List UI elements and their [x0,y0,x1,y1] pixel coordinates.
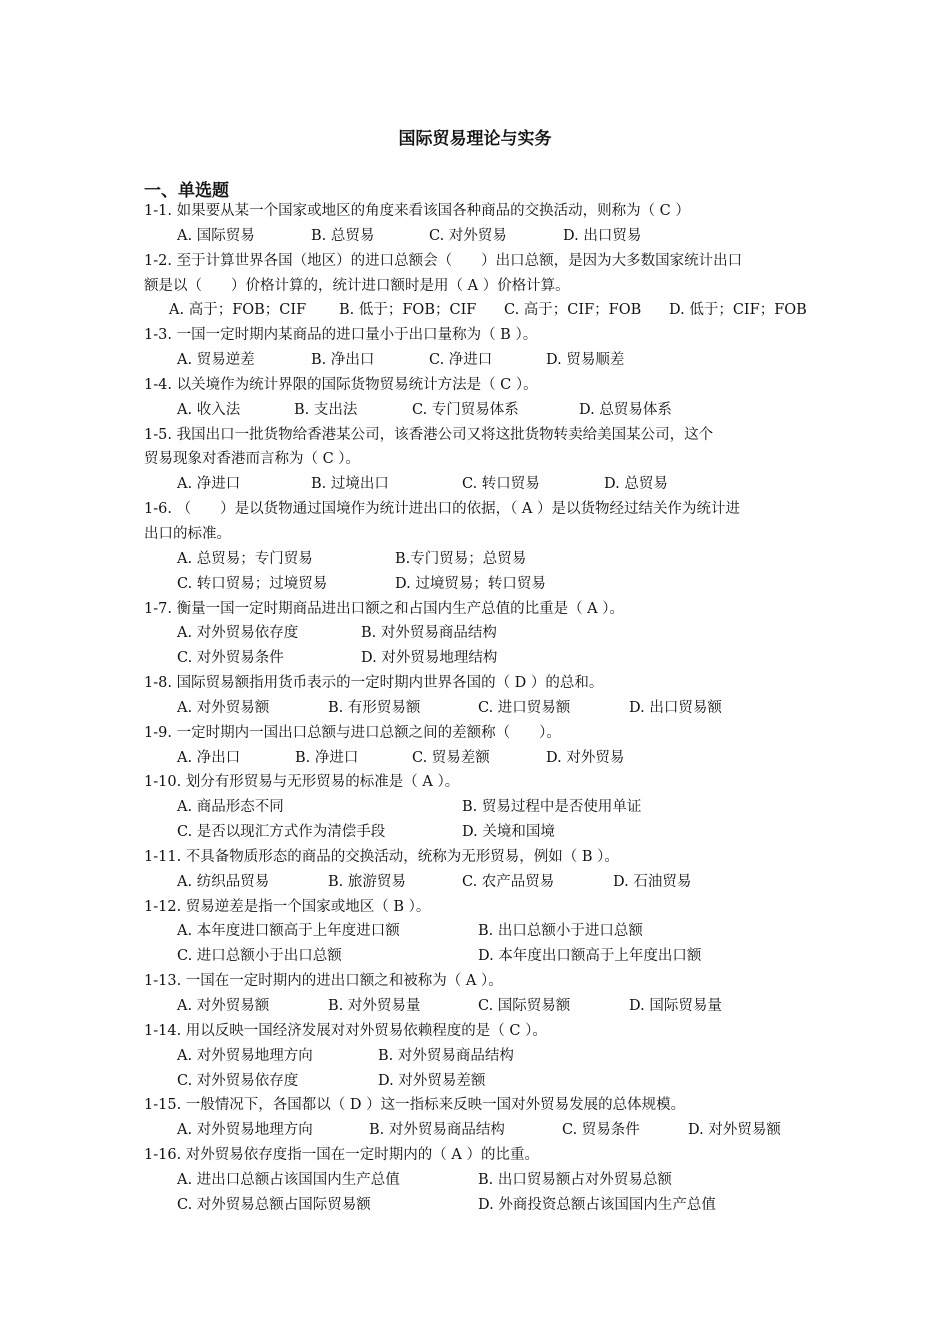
option: D. 关境和国境 [462,824,555,841]
section-heading: 一、单选题 [144,181,229,201]
option: D. 本年度出口额高于上年度出口额 [478,948,702,965]
option: B. 贸易过程中是否使用单证 [462,799,642,816]
option: D. 贸易顺差 [546,352,625,369]
option: C. 进口总额小于出口总额 [177,948,342,965]
option: A. 对外贸易额 [177,998,270,1014]
question-text: 1-2. 至于计算世界各国（地区）的进口总额会（ ）出口总额，是因为大多数国家统计出口 [144,252,743,269]
option: D. 国际贸易量 [629,998,722,1014]
option: B. 净进口 [295,749,359,766]
option: C. 转口贸易 [462,476,540,493]
option: B. 对外贸易商品结构 [378,1047,514,1064]
option: D. 过境贸易；转口贸易 [395,575,546,592]
option: A. 对外贸易地理方向 [177,1047,313,1064]
options-row [144,472,808,497]
question-text: 1-3. 一国一定时期内某商品的进口量小于出口量称为（ B ）。 [144,327,538,344]
question-text: 1-13. 一国在一定时期内的进出口额之和被称为（ A ）。 [144,973,503,990]
option: A. 高于；FOB；CIF [169,302,307,319]
options-row [144,1168,808,1193]
option: B. 过境出口 [311,476,389,493]
option: C. 专门贸易体系 [412,401,519,418]
question-text: 1-8. 国际贸易额指用货币表示的一定时期内世界各国的（ D ）的总和。 [144,675,604,692]
option: B. 对外贸易量 [328,998,421,1014]
options-row [144,919,808,944]
option: B.专门贸易；总贸易 [395,550,527,567]
options-row [144,572,808,597]
option: B. 净出口 [311,352,375,369]
options-row [144,1044,808,1069]
question-text: 1-9. 一定时期内一国出口总额与进口总额之间的差额称（ ）。 [144,724,561,741]
option: C. 贸易差额 [412,749,490,766]
option: D. 出口贸易额 [629,699,722,716]
question-text: 1-7. 衡量一国一定时期商品进出口额之和占国内生产总值的比重是（ A ）。 [144,600,625,617]
option: A. 对外贸易依存度 [177,625,299,642]
option: A. 净出口 [177,749,241,766]
option: B. 支出法 [294,401,358,418]
options-row [144,870,808,895]
options-row [144,1069,808,1094]
options-row [144,348,808,373]
option: C. 净进口 [429,352,493,369]
option: B. 旅游贸易 [328,873,406,890]
option: C. 对外贸易条件 [177,650,284,667]
option: D. 低于；CIF；FOB [669,302,807,319]
option: D. 对外贸易 [546,749,625,766]
question-text: 1-14. 用以反映一国经济发展对对外贸易依赖程度的是（ C ）。 [144,1022,547,1039]
question-list [144,199,808,1218]
options-row [144,1193,808,1218]
question-text: 贸易现象对香港而言称为（ C ）。 [144,451,361,468]
option: D. 总贸易体系 [579,401,672,418]
option: C. 对外贸易总额占国际贸易额 [177,1196,371,1213]
question-text: 1-11. 不具备物质形态的商品的交换活动，统称为无形贸易，例如（ B ）。 [144,848,619,865]
option: C. 贸易条件 [562,1122,640,1139]
question-text: 1-1. 如果要从某一个国家或地区的角度来看该国各种商品的交换活动，则称为（ C ） [144,203,690,219]
option: A. 本年度进口额高于上年度进口额 [177,923,400,940]
options-row [144,746,808,771]
question-text: 1-12. 贸易逆差是指一个国家或地区（ B ）。 [144,898,431,915]
option: D. 对外贸易地理结构 [361,650,498,667]
option: B. 出口总额小于进口总额 [478,923,643,940]
option: A. 对外贸易地理方向 [177,1122,313,1139]
option: B. 总贸易 [311,227,375,244]
option: B. 出口贸易额占对外贸易总额 [478,1171,672,1188]
question-text: 1-16. 对外贸易依存度指一国在一定时期内的（ A ）的比重。 [144,1147,539,1164]
options-row [144,1118,808,1143]
option: C. 高于；CIF；FOB [504,302,642,319]
option: A. 贸易逆差 [177,352,255,369]
option: A. 商品形态不同 [177,799,284,816]
option: A. 对外贸易额 [177,699,270,716]
options-row [144,696,808,721]
option: B. 有形贸易额 [328,699,421,716]
option: A. 收入法 [177,401,241,418]
option: B. 对外贸易商品结构 [369,1122,505,1139]
question-text: 1-15. 一般情况下，各国都以（ D ）这一指标来反映一国对外贸易发展的总体规模。 [144,1097,686,1114]
options-row [144,795,808,820]
option: D. 出口贸易 [563,227,642,244]
option: C. 农产品贸易 [462,873,555,890]
option: A. 净进口 [177,476,241,493]
option: D. 对外贸易额 [688,1122,781,1139]
option: B. 低于；FOB；CIF [339,302,477,319]
option: D. 石油贸易 [613,873,692,890]
question-text: 出口的标准。 [144,525,231,542]
options-row [144,398,808,423]
options-row [144,994,808,1019]
option: C. 国际贸易额 [478,998,571,1014]
options-row [144,298,808,323]
option: C. 转口贸易；过境贸易 [177,575,328,592]
question-text: 额是以（ ）价格计算的，统计进口额时是用（ A ）价格计算。 [144,277,570,294]
option: A. 国际贸易 [177,227,255,244]
option: C. 是否以现汇方式作为清偿手段 [177,824,386,841]
question-text: 1-6. （ ）是以货物通过国境作为统计进出口的依据，（ A ）是以货物经过结关作为统计进 [144,501,741,518]
option: C. 对外贸易依存度 [177,1072,299,1089]
option: D. 外商投资总额占该国国内生产总值 [478,1196,716,1213]
question-text: 1-4. 以关境作为统计界限的国际货物贸易统计方法是（ C ）。 [144,376,538,393]
option: C. 对外贸易 [429,227,507,244]
option: D. 总贸易 [604,476,668,493]
options-row [144,646,808,671]
option: D. 对外贸易差额 [378,1072,486,1089]
options-row [144,621,808,646]
option: A. 进出口总额占该国国内生产总值 [177,1171,400,1188]
question-text: 1-5. 我国出口一批货物给香港某公司，该香港公司又将这批货物转卖给美国某公司，这个 [144,426,714,443]
question-text: 1-10. 划分有形贸易与无形贸易的标准是（ A ）。 [144,774,460,791]
options-row [144,224,808,249]
options-row [144,944,808,969]
option: C. 进口贸易额 [478,699,571,716]
option: A. 总贸易；专门贸易 [177,550,313,567]
options-row [144,820,808,845]
option: B. 对外贸易商品结构 [361,625,497,642]
page-title: 国际贸易理论与实务 [398,129,552,149]
option: A. 纺织品贸易 [177,873,270,890]
options-row [144,547,808,572]
